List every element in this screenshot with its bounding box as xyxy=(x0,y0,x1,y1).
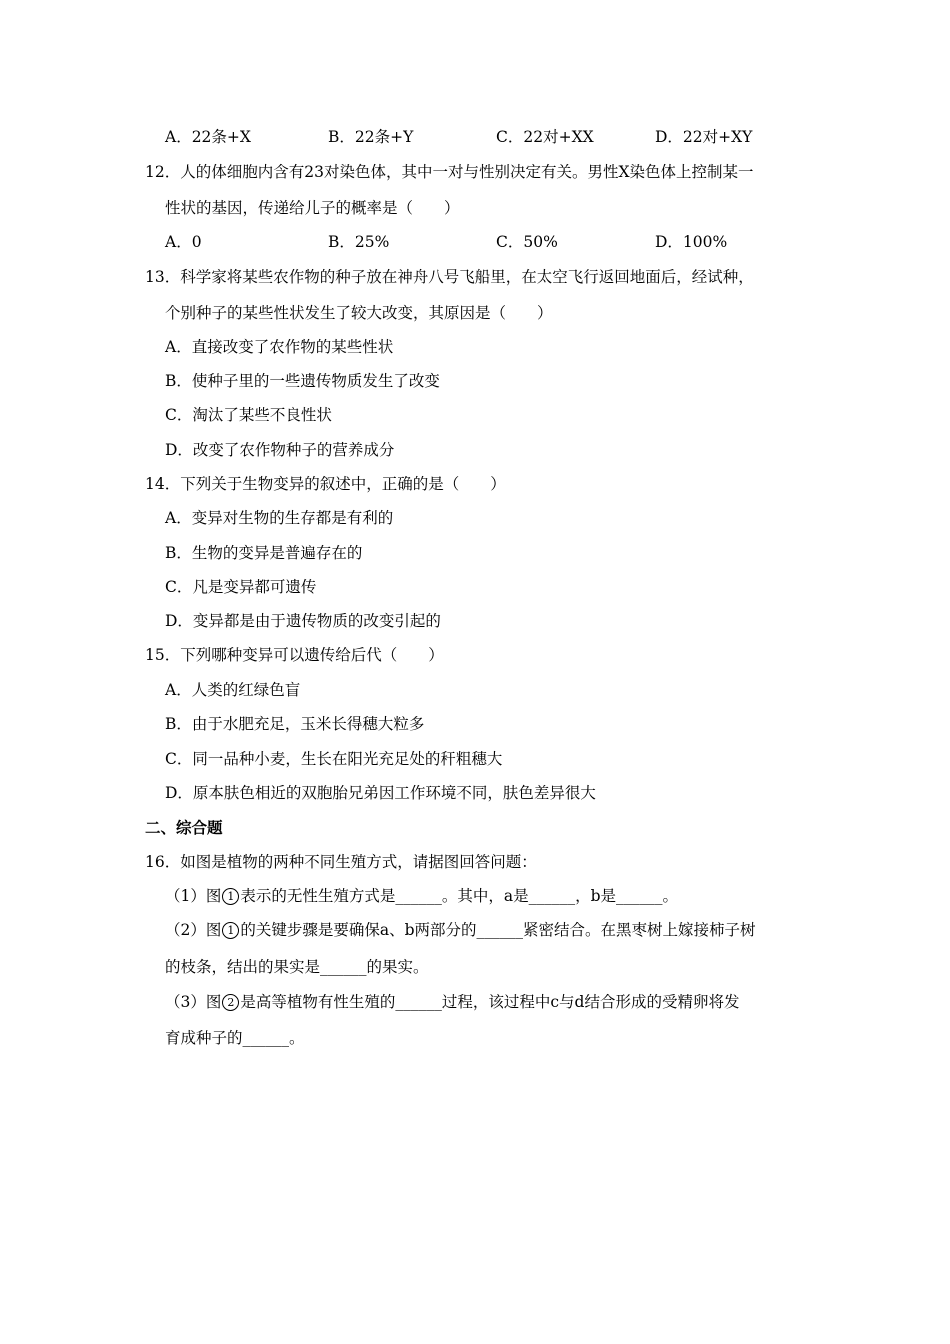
q11-option-c: C．22对+XX xyxy=(496,128,594,146)
q15-option-b: B．由于水肥充足，玉米长得穗大粒多 xyxy=(165,715,425,733)
q14-option-d: D．变异都是由于遗传物质的改变引起的 xyxy=(165,612,441,630)
q11-options xyxy=(0,127,950,147)
q16-part1-prefix: （1）图 xyxy=(165,887,222,905)
q13-option-c: C．淘汰了某些不良性状 xyxy=(165,406,332,424)
q12-options xyxy=(0,232,950,252)
q16-part3-text: 是高等植物有性生殖的______过程，该过程中c与d结合形成的受精卵将发 xyxy=(240,993,740,1011)
q16-part3-line2: 育成种子的______。 xyxy=(165,1029,305,1047)
q15-option-c: C．同一品种小麦，生长在阳光充足处的秆粗穗大 xyxy=(165,750,503,768)
q12-option-b: B．25% xyxy=(328,233,390,251)
circled-number-1: 1 xyxy=(222,922,239,939)
q14-stem: 14．下列关于生物变异的叙述中，正确的是（ ） xyxy=(145,475,506,493)
q13-stem-line2: 个别种子的某些性状发生了较大改变，其原因是（ ） xyxy=(165,304,553,322)
q16-stem: 16．如图是植物的两种不同生殖方式，请据图回答问题： xyxy=(145,853,537,871)
q12-option-d: D．100% xyxy=(655,233,728,251)
q16-part3-line1 xyxy=(165,992,739,1012)
q16-part3-prefix: （3）图 xyxy=(165,993,222,1011)
q15-option-d: D．原本肤色相近的双胞胎兄弟因工作环境不同，肤色差异很大 xyxy=(165,784,596,802)
q11-option-a: A．22条+X xyxy=(165,128,251,146)
q13-stem-line1: 13．科学家将某些农作物的种子放在神舟八号飞船里，在太空飞行返回地面后，经试种， xyxy=(145,268,754,286)
q14-option-a: A．变异对生物的生存都是有利的 xyxy=(165,509,394,527)
q15-stem: 15．下列哪种变异可以遗传给后代（ ） xyxy=(145,646,444,664)
q16-part2-prefix: （2）图 xyxy=(165,921,222,939)
q11-option-b: B．22条+Y xyxy=(328,128,414,146)
q16-part1-text: 表示的无性生殖方式是______。其中，a是______，b是______。 xyxy=(240,887,679,905)
q13-option-a: A．直接改变了农作物的某些性状 xyxy=(165,338,394,356)
q12-option-a: A．0 xyxy=(165,233,202,251)
circled-number-2: 2 xyxy=(222,994,239,1011)
q11-option-d: D．22对+XY xyxy=(655,128,753,146)
q16-part2-line1 xyxy=(165,920,756,940)
circled-number-1: 1 xyxy=(222,888,239,905)
q14-option-b: B．生物的变异是普遍存在的 xyxy=(165,544,363,562)
q16-part2-text: 的关键步骤是要确保a、b两部分的______紧密结合。在黑枣树上嫁接柿子树 xyxy=(240,921,756,939)
q15-option-a: A．人类的红绿色盲 xyxy=(165,681,301,699)
q16-part1 xyxy=(165,886,678,906)
q12-option-c: C．50% xyxy=(496,233,558,251)
q14-option-c: C．凡是变异都可遗传 xyxy=(165,578,317,596)
q13-option-d: D．改变了农作物种子的营养成分 xyxy=(165,441,395,459)
section-title-comprehensive: 二、综合题 xyxy=(145,818,223,837)
q13-option-b: B．使种子里的一些遗传物质发生了改变 xyxy=(165,372,440,390)
q12-stem-line2: 性状的基因，传递给儿子的概率是（ ） xyxy=(165,199,460,217)
q16-part2-line2: 的枝条，结出的果实是______的果实。 xyxy=(165,958,429,976)
q12-stem-line1: 12．人的体细胞内含有23对染色体，其中一对与性别决定有关。男性X染色体上控制某一 xyxy=(145,163,754,181)
